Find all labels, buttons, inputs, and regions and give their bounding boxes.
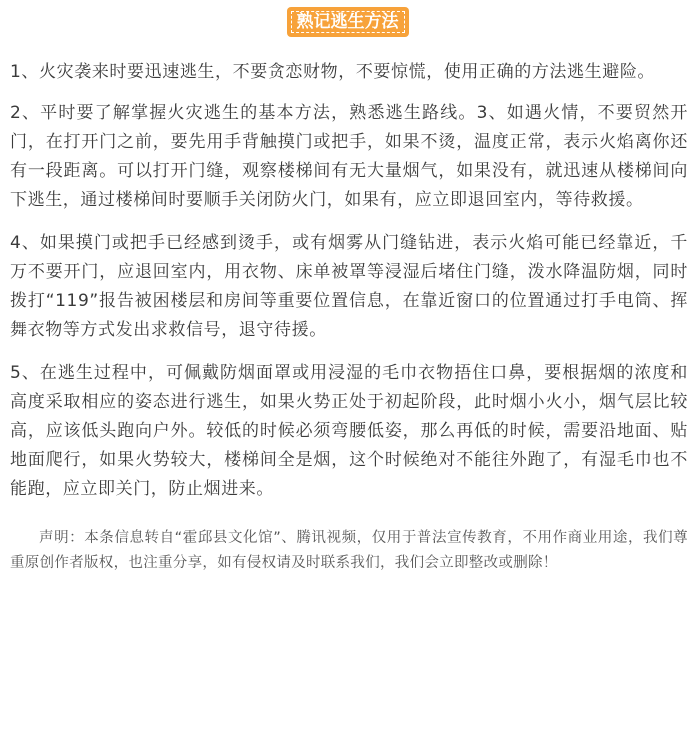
tip-paragraph-3: 4、如果摸门或把手已经感到烫手，或有烟雾从门缝钻进，表示火焰可能已经靠近，千万不要开门，应退回室内，用衣物、床单被罩等浸湿后堵住门缝，泼水降温防烟，同时拨打“119”报告被困楼层和房间等重要位置信息，在靠近窗口的位置通过打手电筒、挥舞衣物等方式发出求救信号，退守待援。	[10, 233, 688, 340]
section-title-badge: 熟记逃生方法	[288, 8, 408, 36]
tip-paragraph-2: 2、平时要了解掌握火灾逃生的基本方法，熟悉逃生路线。3、如遇火情，不要贸然开门，在打开门之前，要先用手背触摸门或把手，如果不烫，温度正常，表示火焰离你还有一段距离。可以打开门缝，观察楼梯间有无大量烟气，如果没有，就迅速从楼梯间向下逃生，通过楼梯间时要顺手关闭防火门，如果有，应立即退回室内，等待救援。	[10, 103, 688, 210]
tip-paragraph-1: 1、火灾袭来时要迅速逃生，不要贪恋财物，不要惊慌，使用正确的方法逃生避险。	[10, 62, 656, 82]
copyright-statement: 声明：本条信息转自“霍邱县文化馆”、腾讯视频，仅用于普法宣传教育，不用作商业用途，我们尊重原创作者版权，也注重分享，如有侵权请及时联系我们，我们会立即整改或删除！	[10, 530, 688, 571]
article-body	[10, 58, 688, 575]
tip-paragraph-4: 5、在逃生过程中，可佩戴防烟面罩或用浸湿的毛巾衣物捂住口鼻，要根据烟的浓度和高度采取相应的姿态进行逃生，如果火势正处于初起阶段，此时烟小火小，烟气层比较高，应该低头跑向户外。较低的时候必须弯腰低姿，那么再低的时候，需要沿地面、贴地面爬行，如果火势较大，楼梯间全是烟，这个时候绝对不能往外跑了，有湿毛巾也不能跑，应立即关门，防止烟进来。	[10, 363, 688, 499]
title-area	[0, 8, 695, 36]
